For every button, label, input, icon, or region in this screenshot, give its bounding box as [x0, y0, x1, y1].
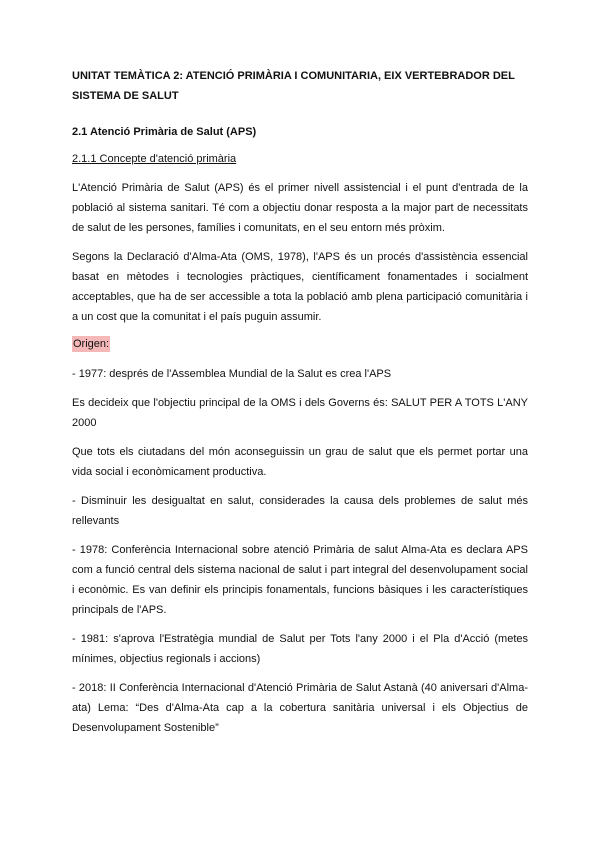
document-title: UNITAT TEMÀTICA 2: ATENCIÓ PRIMÀRIA I COMUNITARIA, EIX VERTEBRADOR DEL SISTEMA DE SALUT: [72, 70, 515, 102]
origin-paragraph: Que tots els ciutadans del món aconseguissin un grau de salut que els permet portar una vida social i econòmicament productiva.: [72, 446, 528, 478]
origin-paragraph: - 1978: Conferència Internacional sobre atenció Primària de salut Alma-Ata es declara APS com a funció central dels sistema nacional de salut i part integral del desenvolupament social i econòmic. Es van definir els principis fonamentals, funcions bàsiques i les característiques principals de l'APS.: [72, 544, 528, 616]
origin-paragraph: Es decideix que l'objectiu principal de la OMS i dels Governs és: SALUT PER A TOTS L'ANY 2000: [72, 397, 528, 429]
origin-paragraph: - Disminuir les desigualtat en salut, considerades la causa dels problemes de salut més rellevants: [72, 495, 528, 527]
origin-label: Origen:: [73, 338, 110, 350]
origin-paragraph: - 1977: després de l'Assemblea Mundial de la Salut es crea l'APS: [72, 368, 392, 380]
subsection-heading: 2.1.1 Concepte d'atenció primària: [72, 153, 237, 165]
section-heading: 2.1 Atenció Primària de Salut (APS): [72, 126, 257, 138]
origin-paragraph: - 2018: II Conferència Internacional d'Atenció Primària de Salut Astanà (40 aniversari d'Alma-ata) Lema: “Des d'Alma-Ata cap a la cobertura sanitària universal i els Objectius de Desenvolupament Sostenible”: [72, 682, 528, 734]
intro-paragraph: L'Atenció Primària de Salut (APS) és el primer nivell assistencial i el punt d'entrada de la població al sistema sanitari. Té com a objectiu donar resposta a la major part de necessitats de salut de les persones, famílies i comunitats, en el seu entorn més pròxim.: [72, 182, 528, 234]
intro-paragraph: Segons la Declaració d'Alma-Ata (OMS, 1978), l'APS és un procés d'assistència essencial basat en mètodes i tecnologies pràctiques, científicament fonamentades i socialment acceptables, que ha de ser accessible a tota la població amb plena participació comunitària i a un cost que la comunitat i el país puguin assumir.: [72, 251, 528, 323]
origin-paragraph: - 1981: s'aprova l'Estratègia mundial de Salut per Tots l'any 2000 i el Pla d'Acció (metes mínimes, objectius regionals i accions): [72, 633, 528, 665]
